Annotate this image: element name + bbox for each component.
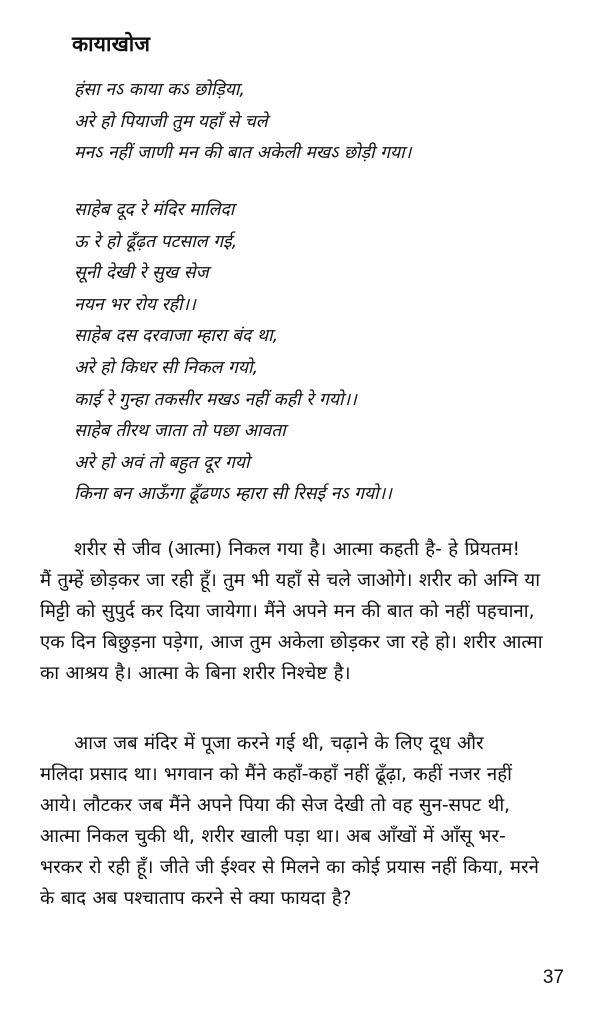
poem-line: ऊ रे हो ढूँढ़त पटसाल गई, — [74, 231, 238, 252]
paragraph-line: आये। लौटकर जब मैंने अपने पिया की सेज देखी तो वह सुन-सपट थी, — [40, 795, 511, 816]
poem-line: किना बन आऊँगा ढूँढणऽ म्हारा सी रिसई नऽ गयो।। — [74, 484, 392, 505]
poem-line: काई रे गुन्हा तकसीर मखऽ नहीं कही रे गयो।। — [74, 389, 357, 410]
poem-stanza-2 — [74, 195, 392, 511]
paragraph-1 — [40, 534, 560, 689]
paragraph-line: एक दिन बिछुड़ना पड़ेगा, आज तुम अकेला छोड़कर जा रहे हो। शरीर आत्मा — [40, 632, 543, 653]
poem-line: अरे हो अवं तो बहुत दूर गयो — [74, 452, 250, 473]
poem-line: साहेब दस दरवाजा म्हारा बंद था, — [74, 326, 279, 347]
poem-line: अरे हो पियाजी तुम यहाँ से चले — [74, 111, 268, 132]
poem-line: अरे हो किधर सी निकल गयो, — [74, 357, 259, 378]
page-number: 37 — [542, 967, 564, 988]
paragraph-line: आत्मा निकल चुकी थी, शरीर खाली पड़ा था। अब आँखों में आँसू भर- — [40, 826, 506, 847]
poem-line: साहेब दूद रे मंदिर मालिदा — [74, 200, 235, 220]
poem-line: मनऽ नहीं जाणी मन की बात अकेली मखऽ छोड़ी गया। — [74, 143, 412, 164]
paragraph-line: आज जब मंदिर में पूजा करने गई थी, चढ़ाने के लिए दूध और — [74, 733, 484, 754]
paragraph-line: मैं तुम्हें छोड़कर जा रही हूँ। तुम भी यहाँ से चले जाओगे। शरीर को अग्नि या — [40, 570, 541, 591]
paragraph-line: मलिदा प्रसाद था। भगवान को मैंने कहाँ-कहाँ नहीं ढूँढ़ा, कहीं नजर नहीं — [40, 764, 512, 785]
paragraph-line: शरीर से जीव (आत्मा) निकल गया है। आत्मा कहती है- हे प्रियतम! — [74, 539, 520, 560]
page-title: कायाखोज — [72, 32, 151, 56]
poem-line: हंसा नऽ काया कऽ छोड़िया, — [74, 80, 245, 100]
paragraph-line: के बाद अब पश्चाताप करने से क्या फायदा है? — [40, 888, 352, 909]
poem-line: साहेब तीरथ जाता तो पछा आवता — [74, 421, 286, 442]
paragraph-line: भरकर रो रही हूँ। जीते जी ईश्वर से मिलने का कोई प्रयास नहीं किया, मरने — [40, 857, 539, 878]
poem-line: सूनी देखी रे सुख सेज — [74, 263, 209, 284]
poem-stanza-1 — [74, 75, 411, 170]
paragraph-line: का आश्रय है। आत्मा के बिना शरीर निश्चेष्ट है। — [40, 663, 351, 684]
paragraph-line: मिट्टी को सुपुर्द कर दिया जायेगा। मैंने अपने मन की बात को नहीं पहचाना, — [40, 601, 535, 622]
poem-line: नयन भर रोय रही।। — [74, 294, 196, 315]
paragraph-2 — [40, 728, 560, 914]
